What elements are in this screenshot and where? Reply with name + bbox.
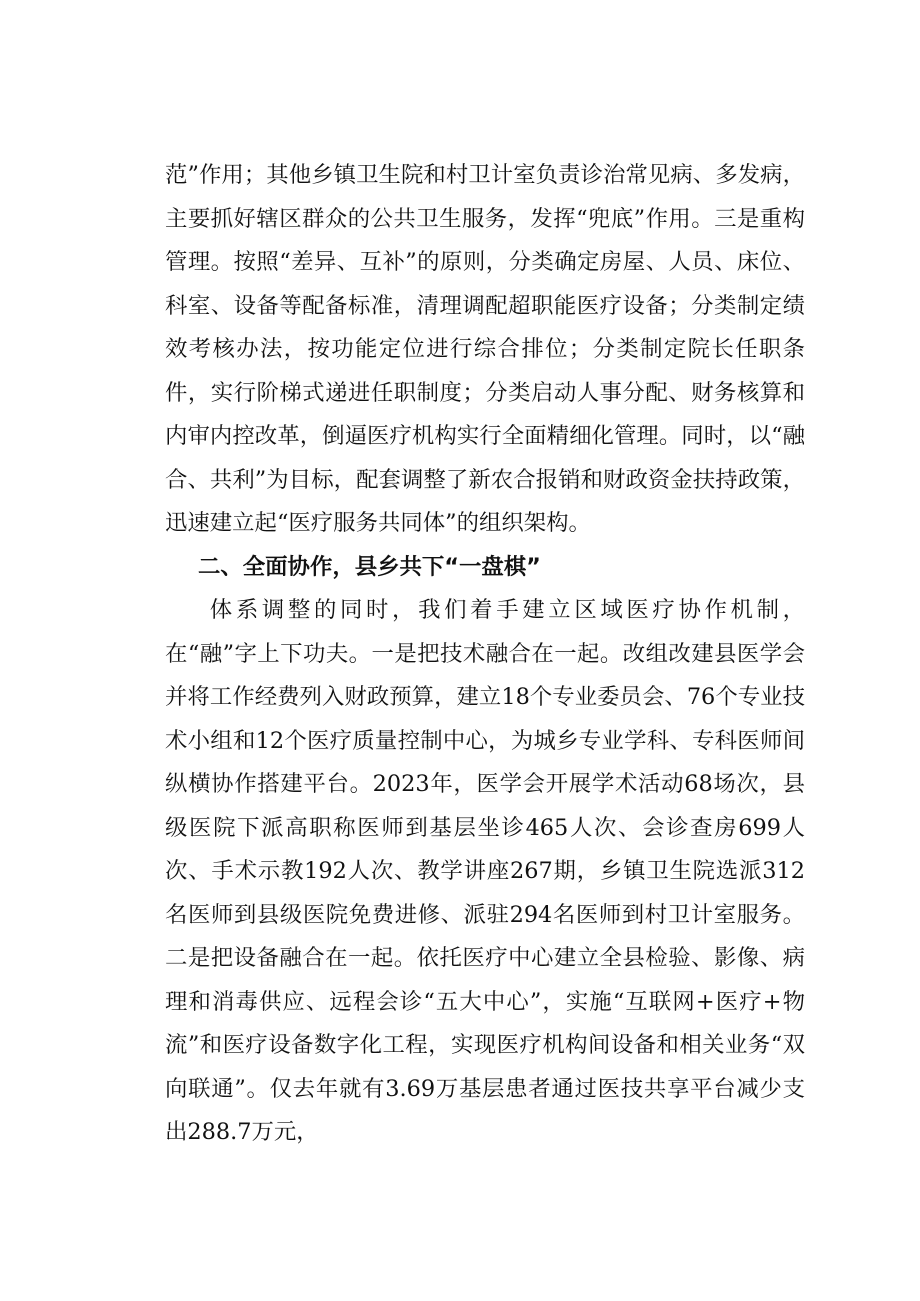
body-paragraph: 体系调整的同时，我们着手建立区域医疗协作机制，在“融”字上下功夫。一是把技术融合在一起。改组改建县医学会并将工作经费列入财政预算，建立18个专业委员会、76个专业技术小组和12个医疗质量控制中心，为城乡专业学科、专科医师间纵横协作搭建平台。2023年，医学会开展学术活动68场次，县级医院下派高职称医师到基层坐诊465人次、会诊查房699人次、手术示教192人次、教学讲座267期，乡镇卫生院选派312名医师到县级医院免费进修、派驻294名医师到村卫计室服务。二是把设备融合在一起。依托医疗中心建立全县检验、影像、病理和消毒供应、远程会诊“五大中心”，实施“互联网+医疗+物流”和医疗设备数字化工程，实现医疗机构间设备和相关业务“双向联通”。仅去年就有3.69万基层患者通过医技共享平台减少支出288.7万元， [165,597,805,1145]
document-page [165,154,805,1155]
body-paragraph-continued: 范”作用；其他乡镇卫生院和村卫计室负责诊治常见病、多发病，主要抓好辖区群众的公共卫生服务，发挥“兜底”作用。三是重构管理。按照“差异、互补”的原则，分类确定房屋、人员、床位、科室、设备等配备标准，清理调配超职能医疗设备；分类制定绩效考核办法，按功能定位进行综合排位；分类制定院长任职条件，实行阶梯式递进任职制度；分类启动人事分配、财务核算和内审内控改革，倒逼医疗机构实行全面精细化管理。同时，以“融合、共利”为目标，配套调整了新农合报销和财政资金扶持政策，迅速建立起“医疗服务共同体”的组织架构。 [165,162,805,536]
section-heading-2: 二、全面协作，县乡共下“一盘棋” [198,553,541,580]
